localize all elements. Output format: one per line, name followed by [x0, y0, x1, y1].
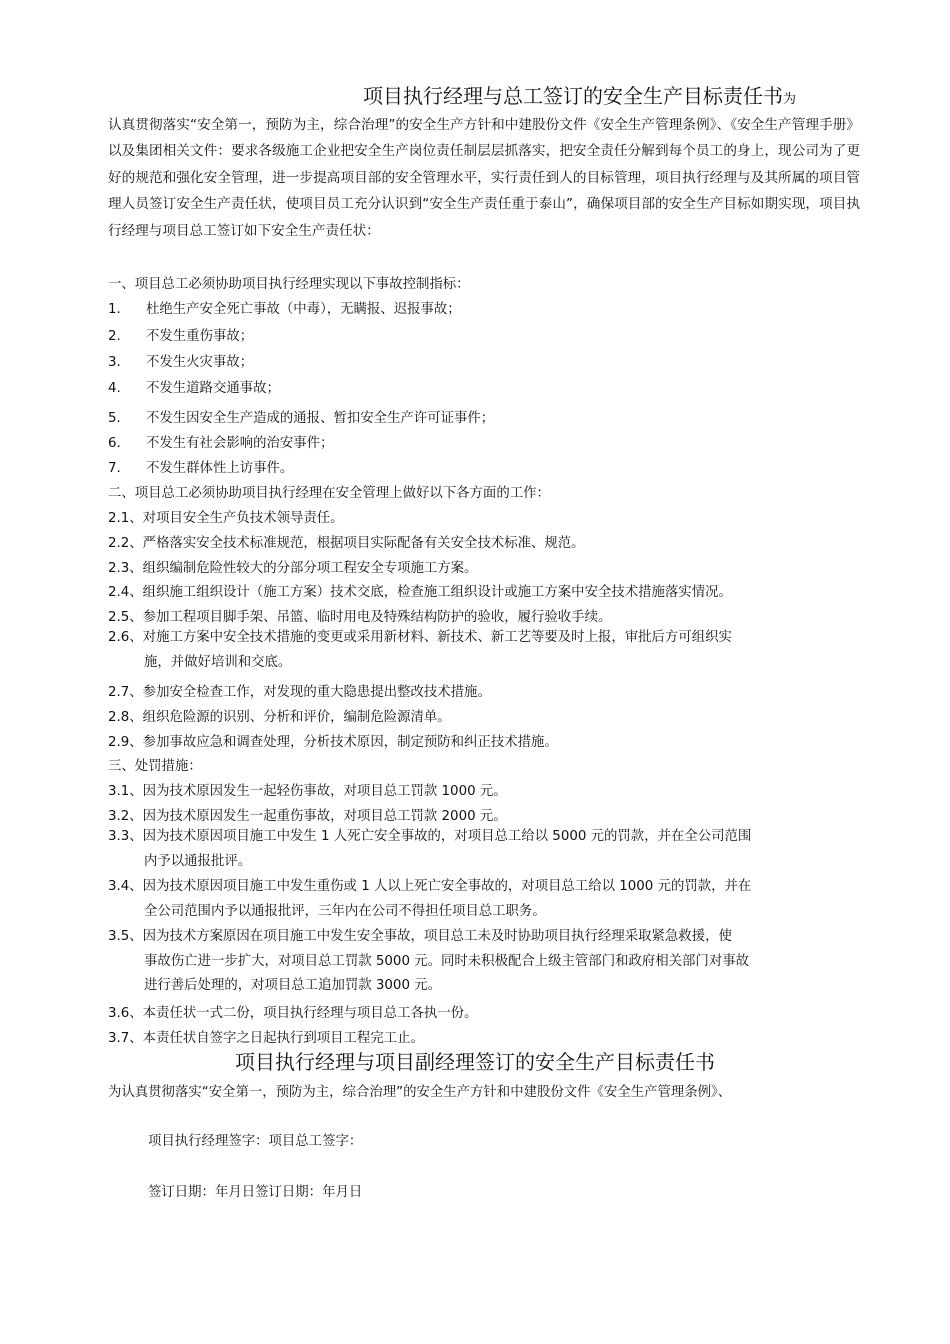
clause-item: 3.7、本责任状自签字之日起执行到项目工程完工止。 [108, 1031, 424, 1046]
list-item-number: 3. [108, 355, 121, 370]
list-item [108, 457, 293, 476]
list-item-text: 不发生重伤事故； [146, 329, 254, 344]
document-title-text: 项目执行经理与总工签订的安全生产目标责任书 [363, 84, 783, 108]
list-item-number: 2. [108, 329, 121, 344]
clause-line: 全公司范围内予以通报批评，三年内在公司不得担任项目总工职务。 [144, 903, 546, 919]
clause-line: 3.3、因为技术原因项目施工中发生 1 人死亡安全事故的，对项目总工给以 5000 元的罚款，并在全公司范围 [108, 829, 752, 844]
list-item-number: 5. [108, 411, 121, 426]
clause-item-multiline [108, 825, 852, 874]
clause-line: 内予以通报批评。 [144, 853, 252, 869]
clause-item: 2.8、组织危险源的识别、分析和评价，编制危险源清单。 [108, 710, 451, 725]
signature-line: 项目执行经理签字：项目总工签字： [148, 1134, 363, 1149]
clause-line: 施，并做好培训和交底。 [144, 654, 292, 670]
list-item-text: 杜绝生产安全死亡事故（中毒），无瞒报、迟报事故； [146, 302, 461, 317]
subtitle-intro-line: 为认真贯彻落实“安全第一，预防为主，综合治理”的安全生产方针和中建股份文件《安全生产管理条例》、 [108, 1085, 732, 1100]
list-item-text: 不发生因安全生产造成的通报、暂扣安全生产许可证事件； [146, 411, 495, 426]
list-item-number: 7. [108, 461, 121, 476]
list-item [108, 298, 461, 317]
list-item-number: 4. [108, 381, 121, 396]
document-title [363, 80, 796, 109]
clause-item-multiline [108, 925, 852, 999]
date-line: 签订日期：年月日签订日期：年月日 [148, 1185, 363, 1200]
clause-item: 3.1、因为技术原因发生一起轻伤事故，对项目总工罚款 1000 元。 [108, 784, 507, 799]
clause-item: 2.5、参加工程项目脚手架、吊篮、临时用电及特殊结构防护的验收，履行验收手续。 [108, 610, 612, 625]
clause-item: 2.2、严格落实安全技术标准规范，根据项目实际配备有关安全技术标准、规范。 [108, 536, 585, 551]
clause-item: 2.4、组织施工组织设计（施工方案）技术交底，检查施工组织设计或施工方案中安全技术措施落实情况。 [108, 585, 732, 600]
list-item-text: 不发生火灾事故； [146, 355, 254, 370]
clause-item: 3.6、本责任状一式二份，项目执行经理与项目总工各执一份。 [108, 1006, 478, 1021]
document-title-tail: 为 [783, 92, 797, 107]
clause-line: 进行善后处理的，对项目总工追加罚款 3000 元。 [144, 978, 442, 993]
list-item [108, 432, 333, 451]
clause-line: 事故伤亡进一步扩大，对项目总工罚款 5000 元。同时未积极配合上级主管部门和政府相关部门对事故 [144, 953, 749, 969]
clause-item: 2.3、组织编制危险性较大的分部分项工程安全专项施工方案。 [108, 561, 478, 576]
clause-line: 2.6、对施工方案中安全技术措施的变更或采用新材料、新技术、新工艺等要及时上报，审批后方可组织实 [108, 630, 732, 645]
clause-line: 3.4、因为技术原因项目施工中发生重伤或 1 人以上死亡安全事故的，对项目总工给以 1000 元的罚款，并在 [108, 879, 752, 894]
clause-item-multiline [108, 626, 852, 675]
clause-line: 3.5、因为技术方案原因在项目施工中发生安全事故，项目总工未及时协助项目执行经理采取紧急救援，使 [108, 929, 732, 944]
clause-item: 2.9、参加事故应急和调查处理，分析技术原因，制定预防和纠正技术措施。 [108, 735, 558, 750]
clause-item: 3.2、因为技术原因发生一起重伤事故，对项目总工罚款 2000 元。 [108, 809, 507, 824]
list-item [108, 407, 494, 426]
clause-item: 2.7、参加安全检查工作，对发现的重大隐患提出整改技术措施。 [108, 685, 491, 700]
document-subtitle: 项目执行经理与项目副经理签订的安全生产目标责任书 [235, 1050, 715, 1074]
section-heading-2: 二、项目总工必须协助项目执行经理在安全管理上做好以下各方面的工作： [108, 486, 550, 501]
list-item-text: 不发生群体性上访事件。 [146, 461, 294, 476]
list-item [108, 351, 253, 370]
list-item-text: 不发生有社会影响的治安事件； [146, 436, 334, 451]
intro-paragraph: 认真贯彻落实“安全第一，预防为主，综合治理”的安全生产方针和中建股份文件《安全生产管理条例》、《安全生产管理手册》以及集团相关文件：要求各级施工企业把安全生产岗位责任制层层抓落实，把安全责任分解到每个员工的身上，现公司为了更好的规范和强化安全管理，进一步提高项目部的安全管理水平，实行责任到人的目标管理，项目执行经理与及其所属的项目管理人员签订安全生产责任状，使项目员工充分认识到“安全生产责任重于泰山”，确保项目部的安全生产目标如期实现，项目执行经理与项目总工签订如下安全生产责任状： [108, 117, 860, 239]
list-item-number: 1. [108, 302, 121, 317]
list-item [108, 377, 280, 396]
list-item-text: 不发生道路交通事故； [146, 381, 280, 396]
section-heading-3: 三、处罚措施： [108, 759, 202, 774]
section-heading-1: 一、项目总工必须协助项目执行经理实现以下事故控制指标： [108, 277, 470, 292]
clause-item-multiline [108, 875, 852, 924]
list-item-number: 6. [108, 436, 121, 451]
list-item [108, 325, 253, 344]
clause-item: 2.1、对项目安全生产负技术领导责任。 [108, 511, 344, 526]
